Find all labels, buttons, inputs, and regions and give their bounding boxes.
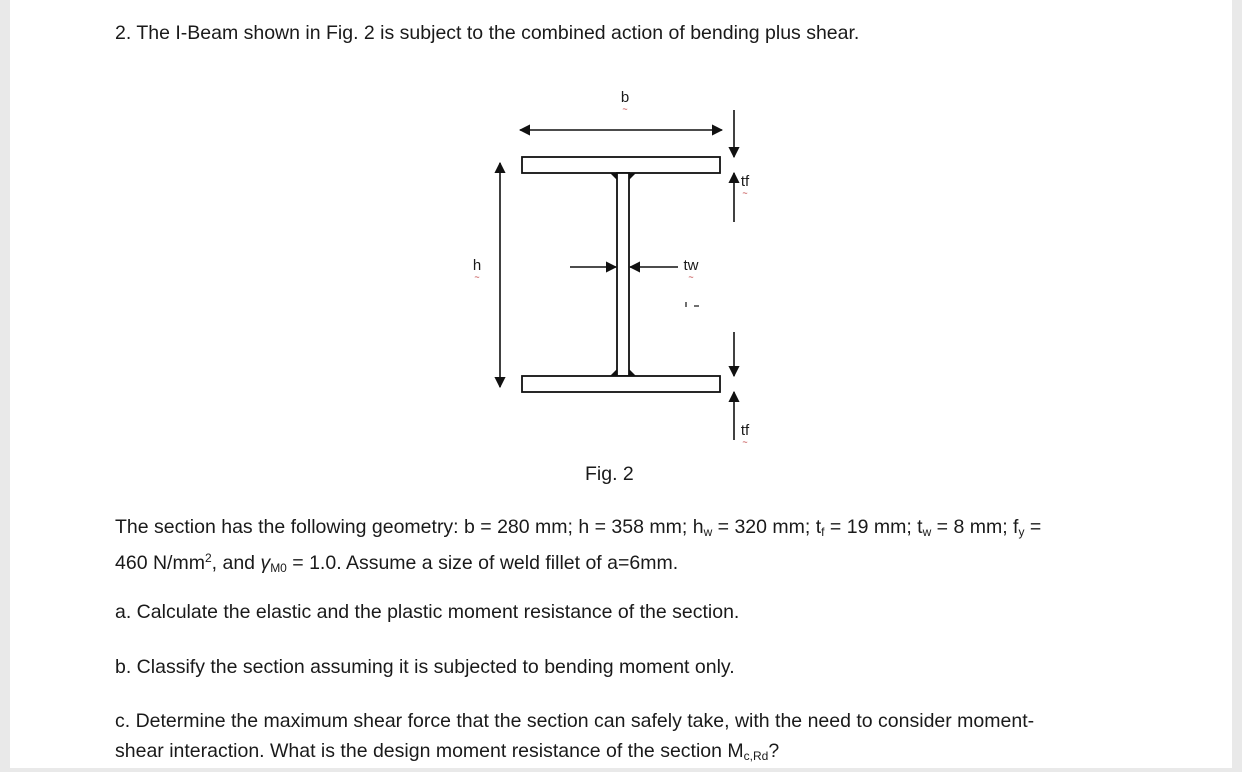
mcrd-subscript: c,Rd xyxy=(743,749,769,763)
tw-value: = 8 mm; f xyxy=(931,516,1019,538)
gamma-value: = 1.0. Assume a size of weld fillet of a=6mm. xyxy=(286,552,679,574)
figure-caption: Fig. 2 xyxy=(585,463,634,485)
top-right-fillet xyxy=(629,173,636,180)
hw-subscript: w xyxy=(703,525,713,539)
label-b-text: b xyxy=(620,89,630,106)
bottom-right-fillet xyxy=(629,369,636,376)
label-b: b ~ xyxy=(620,89,630,114)
label-tw: tw ~ xyxy=(683,257,699,282)
label-tf-bottom-text: tf xyxy=(740,422,750,439)
and-text: , and xyxy=(211,552,261,574)
squared-superscript: 2 xyxy=(204,551,212,565)
part-c-line-2 xyxy=(115,736,779,772)
label-h-text: h xyxy=(472,257,482,274)
part-b: b. Classify the section assuming it is subjected to bending moment only. xyxy=(115,656,735,678)
label-tf-top: tf ~ xyxy=(740,173,750,198)
tf-value: = 19 mm; t xyxy=(824,516,923,538)
question-heading: 2. The I-Beam shown in Fig. 2 is subject to the combined action of bending plus shear. xyxy=(115,22,860,44)
gamma-subscript: M0 xyxy=(270,561,287,575)
bottom-left-fillet xyxy=(610,369,617,376)
label-tw-text: tw xyxy=(683,257,699,274)
part-c-question-mark: ? xyxy=(768,740,780,762)
geometry-line-2 xyxy=(115,543,678,584)
fy-value: 460 N/mm xyxy=(115,552,205,574)
top-left-fillet xyxy=(610,173,617,180)
geometry-intro: The section has the following geometry: b = 280 mm; h = 358 mm; h xyxy=(115,516,704,538)
gamma-symbol: γ xyxy=(260,552,271,574)
hw-value: = 320 mm; t xyxy=(712,516,822,538)
tw-subscript: w xyxy=(922,525,932,539)
label-tf-top-text: tf xyxy=(740,173,750,190)
fy-subscript: y xyxy=(1018,525,1025,539)
top-flange xyxy=(522,157,720,173)
part-c-line-1: c. Determine the maximum shear force that the section can safely take, with the need to consider moment- xyxy=(115,710,1035,732)
tf-subscript: f xyxy=(821,525,825,539)
part-a: a. Calculate the elastic and the plastic moment resistance of the section. xyxy=(115,601,740,623)
web xyxy=(617,173,629,376)
label-tf-bottom: tf ~ xyxy=(740,422,750,447)
label-h: h ~ xyxy=(472,257,482,282)
bottom-flange xyxy=(522,376,720,392)
i-beam-figure xyxy=(420,80,820,460)
fy-equals: = xyxy=(1024,516,1042,538)
part-c-text: shear interaction. What is the design moment resistance of the section M xyxy=(115,740,744,762)
